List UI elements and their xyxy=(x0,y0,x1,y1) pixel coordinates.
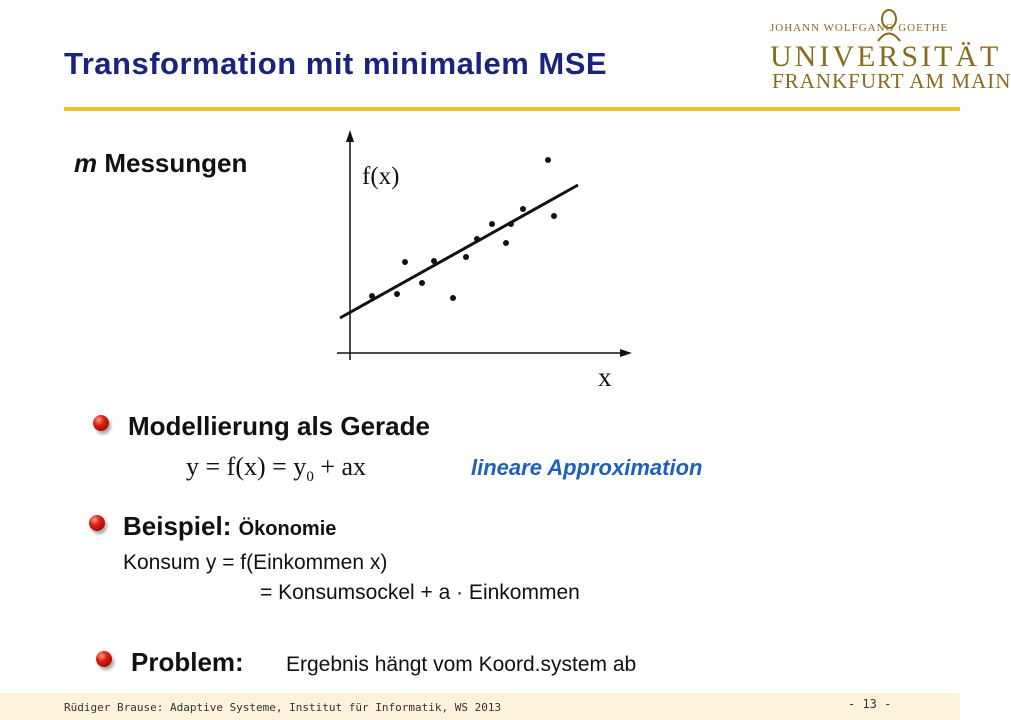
bullet-heading-model: Modellierung als Gerade xyxy=(128,411,430,441)
x-axis-arrow xyxy=(620,349,632,357)
data-point xyxy=(474,236,480,242)
data-point xyxy=(503,240,509,246)
data-point xyxy=(431,258,437,264)
regression-line xyxy=(340,185,578,318)
data-point xyxy=(520,206,526,212)
bullet-heading-example xyxy=(123,511,336,542)
example-heading-small: Ökonomie xyxy=(238,518,337,540)
data-point xyxy=(450,295,456,301)
data-point xyxy=(489,221,495,227)
data-point xyxy=(369,293,375,299)
page-number: - 13 - xyxy=(848,697,892,711)
formula-rhs: + ax xyxy=(313,452,367,481)
y-axis-label: f(x) xyxy=(362,163,400,190)
data-point xyxy=(463,254,469,260)
bullet-icon xyxy=(93,415,109,431)
data-point xyxy=(508,221,514,227)
bullet-icon xyxy=(96,651,112,667)
formula-lhs: y = f(x) = y xyxy=(186,452,307,481)
example-line-2: = Konsumsockel + a · Einkommen xyxy=(260,581,580,604)
bullet-heading-problem: Problem: xyxy=(131,647,244,677)
logo-main-text: UNIVERSITÄT xyxy=(770,40,1002,73)
problem-text: Ergebnis hängt vom Koord.system ab xyxy=(286,653,637,676)
data-point xyxy=(419,280,425,286)
data-point xyxy=(402,259,408,265)
example-line-1: Konsum y = f(Einkommen x) xyxy=(123,551,388,574)
slide-title: Transformation mit minimalem MSE xyxy=(64,46,608,81)
bullet-icon xyxy=(89,515,105,531)
formula xyxy=(186,452,366,486)
data-point xyxy=(545,157,551,163)
approximation-label: lineare Approximation xyxy=(471,455,703,480)
measurements-variable: m xyxy=(74,148,98,178)
formula-subscript: 0 xyxy=(306,469,314,486)
logo-top-text: JOHANN WOLFGANG GOETHE xyxy=(770,22,949,34)
data-point xyxy=(551,213,557,219)
data-point xyxy=(394,291,400,297)
logo-sub-text: FRANKFURT AM MAIN xyxy=(772,69,1011,93)
y-axis-arrow xyxy=(346,130,354,142)
measurements-text: Messungen xyxy=(97,148,248,178)
x-axis-label: x xyxy=(598,362,612,392)
footer-text: Rüdiger Brause: Adaptive Systeme, Institut für Informatik, WS 2013 xyxy=(64,701,502,714)
example-heading-text: Beispiel: xyxy=(123,511,239,541)
